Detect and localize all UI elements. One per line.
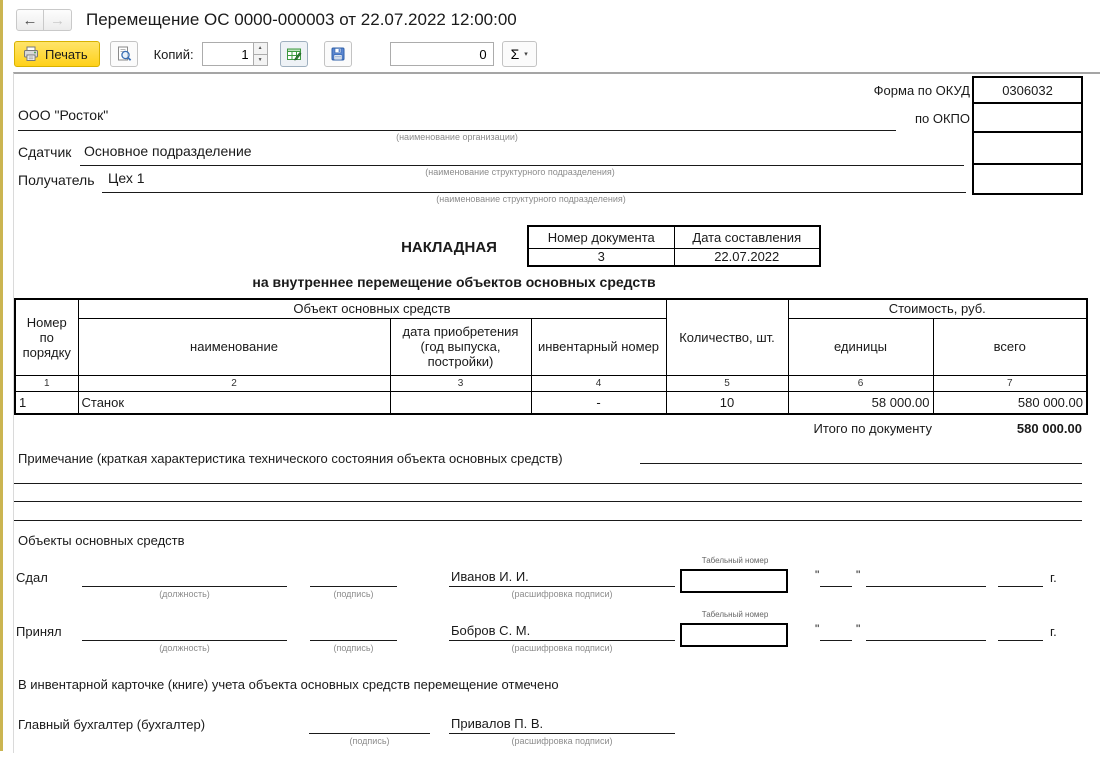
codes-box — [972, 76, 1083, 195]
accountant-signature-line — [309, 711, 430, 734]
open-quote: " — [815, 622, 820, 636]
note-line-2 — [14, 483, 1082, 484]
total-label: Итого по документу — [813, 421, 932, 436]
position-caption: (должность) — [159, 589, 210, 599]
print-button-label: Печать — [45, 46, 88, 62]
signature-row-prinyal — [14, 610, 1086, 670]
close-quote: " — [856, 622, 861, 636]
print-button[interactable] — [14, 41, 100, 67]
copies-input[interactable] — [202, 42, 254, 66]
prinyal-label: Принял — [16, 624, 62, 639]
col-header-order: Номер по порядку — [15, 299, 78, 375]
doc-number-value: 3 — [528, 248, 674, 266]
position-caption: (должность) — [159, 643, 210, 653]
col-header-total-cost: всего — [933, 318, 1087, 375]
name-caption: (расшифровка подписи) — [511, 589, 613, 599]
objects-label: Объекты основных средств — [18, 533, 185, 548]
close-quote: " — [856, 568, 861, 582]
cell-order: 1 — [15, 391, 78, 414]
sender-label: Сдатчик — [18, 144, 72, 160]
group-header-object: Объект основных средств — [78, 299, 666, 318]
year-line — [998, 618, 1043, 641]
copies-spin-buttons — [254, 42, 268, 66]
accountant-name-line — [449, 711, 675, 734]
document-subtitle: на внутреннее перемещение объектов основных средств — [252, 274, 656, 290]
signature-caption: (подпись) — [333, 589, 374, 599]
document-title: НАКЛАДНАЯ — [401, 239, 497, 256]
col-num-4: 4 — [531, 375, 666, 391]
accountant-label: Главный бухгалтер (бухгалтер) — [18, 717, 206, 732]
year-suffix: г. — [1050, 570, 1057, 585]
copies-decrement-button[interactable] — [254, 54, 268, 67]
cell-qty: 10 — [666, 391, 788, 414]
col-header-unit-cost: единицы — [788, 318, 933, 375]
show-document-button[interactable] — [280, 41, 308, 67]
day-line — [820, 618, 852, 641]
code-cell-4 — [974, 163, 1081, 193]
receiver-value: Цех 1 — [108, 170, 145, 186]
print-preview-button[interactable] — [110, 41, 138, 67]
sdal-label: Сдал — [16, 570, 48, 585]
day-line — [820, 564, 852, 587]
tab-number-label: Табельный номер — [701, 610, 769, 619]
receiver-line — [102, 170, 966, 193]
accountant-name: Привалов П. В. — [451, 716, 544, 731]
nav-buttons — [16, 9, 72, 31]
back-arrow-icon: ← — [22, 11, 38, 29]
note-line-3 — [14, 501, 1082, 502]
forward-button[interactable] — [44, 9, 72, 31]
sender-value: Основное подразделение — [84, 143, 252, 159]
tab-number-box — [680, 623, 788, 647]
receiver-label: Получатель — [18, 172, 95, 188]
doc-number-header: Номер документа — [528, 226, 674, 248]
prinyal-name: Бобров С. М. — [451, 623, 531, 638]
note-label: Примечание (краткая характеристика технического состояния объекта основных средств) — [18, 451, 563, 466]
group-header-cost: Стоимость, руб. — [788, 299, 1087, 318]
sum-field[interactable] — [390, 42, 494, 66]
save-diskette-icon — [330, 46, 346, 62]
cell-name: Станок — [78, 391, 390, 414]
signature-row-sdal — [14, 556, 1086, 616]
note-line-4 — [14, 520, 1082, 521]
col-header-qty: Количество, шт. — [666, 299, 788, 375]
note-line-1 — [640, 449, 1082, 464]
sdal-name: Иванов И. И. — [451, 569, 529, 584]
preview-icon — [116, 46, 132, 62]
spin-up-icon: ▲ — [257, 45, 263, 52]
inventory-card-note: В инвентарной карточке (книге) учета объекта основных средств перемещение отмечено — [18, 677, 559, 692]
col-num-5: 5 — [666, 375, 788, 391]
tab-number-label: Табельный номер — [701, 556, 769, 565]
prinyal-signature-line — [310, 618, 397, 641]
window-title: Перемещение ОС 0000-000003 от 22.07.2022 12:00:00 — [86, 10, 517, 29]
sdal-position-line — [82, 564, 287, 587]
cell-unit-cost: 58 000.00 — [788, 391, 933, 414]
organization-line — [18, 107, 896, 131]
doc-date-value: 22.07.2022 — [674, 248, 820, 266]
assets-table — [14, 298, 1088, 415]
sum-functions-button[interactable] — [502, 41, 537, 67]
cell-acq-date — [390, 391, 531, 414]
dropdown-caret-icon: ▾ — [524, 51, 528, 58]
copies-increment-button[interactable] — [254, 42, 268, 54]
signature-caption: (подпись) — [333, 643, 374, 653]
open-quote: " — [815, 568, 820, 582]
code-cell-3 — [974, 131, 1081, 163]
year-suffix: г. — [1050, 624, 1057, 639]
sdal-name-line — [449, 564, 675, 587]
okud-label: Форма по ОКУД — [873, 83, 970, 98]
save-button[interactable] — [324, 41, 352, 67]
col-header-name: наименование — [78, 318, 390, 375]
prinyal-position-line — [82, 618, 287, 641]
sdal-signature-line — [310, 564, 397, 587]
col-num-7: 7 — [933, 375, 1087, 391]
name-caption: (расшифровка подписи) — [511, 736, 613, 746]
name-caption: (расшифровка подписи) — [511, 643, 613, 653]
col-num-3: 3 — [390, 375, 531, 391]
print-form[interactable] — [13, 72, 1100, 753]
doc-number-table — [527, 225, 821, 267]
year-line — [998, 564, 1043, 587]
titlebar — [16, 7, 517, 33]
tab-number-box — [680, 569, 788, 593]
col-num-1: 1 — [15, 375, 78, 391]
forward-arrow-icon: → — [50, 11, 65, 29]
left-accent-strip — [0, 0, 3, 751]
copies-spinner — [202, 42, 268, 66]
sender-caption: (наименование структурного подразделения) — [425, 167, 615, 177]
organization-caption: (наименование организации) — [396, 132, 518, 142]
col-header-acq-date: дата приобретения (год выпуска, постройки) — [390, 318, 531, 375]
table-edit-icon — [286, 46, 302, 62]
doc-date-header: Дата составления — [674, 226, 820, 248]
printer-icon — [23, 46, 39, 62]
copies-label: Копий: — [153, 46, 194, 62]
okud-value-cell: 0306032 — [1002, 82, 1053, 98]
sender-line — [80, 143, 964, 166]
signature-caption: (подпись) — [349, 736, 390, 746]
spin-down-icon: ▼ — [257, 56, 263, 63]
table-row — [15, 391, 1087, 414]
col-num-6: 6 — [788, 375, 933, 391]
organization-value: ООО "Росток" — [18, 107, 109, 123]
okpo-label: по ОКПО — [914, 111, 970, 126]
sigma-icon: Σ — [510, 46, 520, 62]
receiver-caption: (наименование структурного подразделения) — [436, 194, 626, 204]
col-num-2: 2 — [78, 375, 390, 391]
cell-total-cost: 580 000.00 — [933, 391, 1087, 414]
accountant-row — [14, 711, 1086, 763]
total-value: 580 000.00 — [1016, 421, 1082, 436]
prinyal-name-line — [449, 618, 675, 641]
okpo-value-cell — [974, 102, 1081, 131]
back-button[interactable] — [16, 9, 44, 31]
toolbar — [14, 40, 537, 68]
col-header-inventory: инвентарный номер — [531, 318, 666, 375]
month-line — [866, 564, 986, 587]
cell-inventory: - — [531, 391, 666, 414]
month-line — [866, 618, 986, 641]
